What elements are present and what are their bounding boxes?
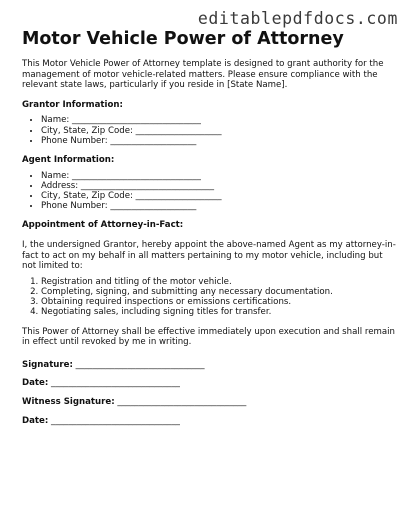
agent-fields (22, 171, 397, 212)
witness-signature-line: ______________________________ (114, 396, 247, 407)
signature-label: Signature: (22, 359, 73, 370)
witness-date-field[interactable] (22, 416, 397, 427)
agent-phone-field[interactable]: • Phone Number: ____________________ (41, 201, 397, 211)
appointment-text: I, the undersigned Grantor, hereby appoint the above-named Agent as my attorney-in-fact to act on my behalf in all matters pertaining to my motor vehicle, including but not limited to: (22, 239, 396, 272)
list-item: 4. Negotiating sales, including signing titles for transfer. (41, 307, 397, 317)
list-item: 3. Obtaining required inspections or emissions certifications. (41, 297, 397, 307)
signature-field[interactable] (22, 360, 397, 371)
agent-name-field[interactable]: • Name: ______________________________ (41, 171, 397, 181)
agent-address-field[interactable]: • Address: _______________________________ (41, 181, 397, 191)
list-item: 2. Completing, signing, and submitting any necessary documentation. (41, 287, 397, 297)
date-label: Date: (22, 378, 49, 389)
document-title: Motor Vehicle Power of Attorney (22, 29, 344, 49)
witness-signature-label: Witness Signature: (22, 396, 115, 407)
list-item: 1. Registration and titling of the motor vehicle. (41, 277, 397, 287)
witness-date-line: ______________________________ (48, 415, 180, 426)
effective-paragraph: This Power of Attorney shall be effective immediately upon execution and shall remain in effect until revoked by me in writing. (22, 326, 395, 348)
witness-date-label: Date: (22, 415, 49, 426)
grantor-heading: Grantor Information: (22, 99, 123, 110)
appointment-heading: Appointment of Attorney-in-Fact: (22, 220, 184, 231)
appointment-list (22, 277, 397, 318)
document-page (22, 28, 397, 426)
witness-signature-field[interactable] (22, 397, 397, 408)
grantor-name-field[interactable]: • Name: ______________________________ (41, 115, 397, 125)
grantor-fields (22, 115, 397, 146)
date-field[interactable] (22, 378, 397, 389)
date-line: ______________________________ (48, 378, 180, 389)
agent-heading: Agent Information: (22, 154, 115, 165)
intro-paragraph: This Motor Vehicle Power of Attorney template is designed to grant authority for the management of motor vehicle-related matters. Please ensure compliance with the relevant state laws, particularly if you reside in [State Name]. (22, 59, 384, 91)
grantor-phone-field[interactable]: • Phone Number: ____________________ (41, 136, 397, 146)
site-watermark: editablepdfdocs.com (197, 9, 398, 28)
signature-line: ______________________________ (72, 359, 205, 370)
grantor-city-field[interactable]: • City, State, Zip Code: ____________________ (41, 126, 397, 136)
agent-city-field[interactable]: • City, State, Zip Code: ____________________ (41, 191, 397, 201)
